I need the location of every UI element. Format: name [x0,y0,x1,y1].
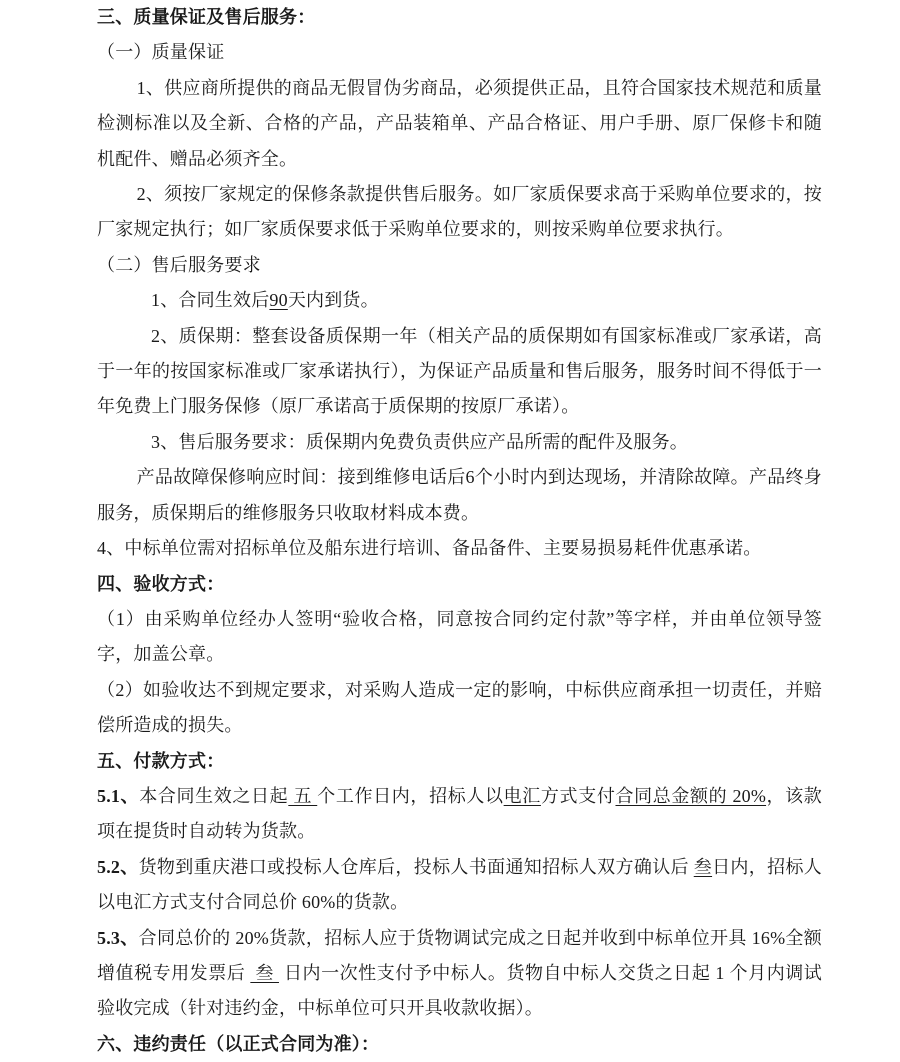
paragraph [97,71,822,177]
paragraph [97,283,822,318]
underlined-text: 90 [269,290,288,311]
paragraph [97,425,822,460]
text-run: 六、违约责任（以正式合同为准）： [97,1033,380,1054]
paragraph [97,177,822,248]
text-run: 三、质量保证及售后服务： [97,7,316,27]
text-run: 4、中标单位需对招标单位及船东进行培训、备品备件、主要易损易耗件优惠承诺。 [97,538,762,559]
paragraph [97,779,822,850]
text-run: 方式支付 [540,785,616,806]
underlined-text: 叁 [693,856,713,877]
text-run: 四、验收方式： [97,573,225,594]
text-run: （2）如验收达不到规定要求，对采购人造成一定的影响，中标供应商承担一切责任，并赔偿所造成的损失。 [97,679,822,736]
text-run: （二）售后服务要求 [97,254,261,275]
text-run: ，该款项在提货时自动转为货款。 [97,785,822,842]
text-run: 日内，招标人以电汇方式支付合同总价 60%的货款。 [97,856,822,913]
text-run: 日内一次性支付予中标人。货物自中标人交货之日起 1 个月内调试验收完成（针对违约金，中标单位可只开具收款收据）。 [97,962,822,1019]
underlined-text: 合同总金额的 20% [615,785,767,806]
text-run: 1、合同生效后 [151,290,270,311]
text-run: 5.3、 [97,927,139,948]
paragraph [97,35,822,70]
text-run: 5.1、 [97,785,140,806]
text-run: 2、须按厂家规定的保修条款提供售后服务。如厂家质保要求高于采购单位要求的，按厂家规定执行；如厂家质保要求低于采购单位要求的，则按采购单位要求执行。 [97,184,822,240]
text-run: （1）由采购单位经办人签明“验收合格，同意按合同约定付款”等字样，并由单位领导签字，加盖公章。 [97,608,822,665]
text-run: 合同总价的 20%货款，招标人应于货物调试完成之日起并收到中标单位开具 16%全额增值税专用发票后 [97,927,822,983]
text-run: 产品故障保修响应时间：接到维修电话后6个小时内到达现场，并清除故障。产品终身服务，质保期后的维修服务只收取材料成本费。 [97,467,822,523]
underlined-text: 五 [288,785,318,806]
paragraph [97,319,822,425]
paragraph [97,921,822,1027]
paragraph [97,531,822,566]
text-run: 3、售后服务要求：质保期内免费负责供应产品所需的配件及服务。 [151,431,688,452]
text-run: 货物到重庆港口或投标人仓库后，投标人书面通知招标人双方确认后 [138,856,694,877]
text-run: 2、质保期：整套设备质保期一年（相关产品的质保期如有国家标准或厂家承诺，高于一年的按国家标准或厂家承诺执行），为保证产品质量和售后服务，服务时间不得低于一年免费上门服务保修（原厂承诺高于质保期的按原厂承诺）。 [97,325,822,417]
paragraph [97,460,822,531]
text-run: （一）质量保证 [97,42,225,63]
text-run: 5.2、 [97,856,139,877]
section-heading [97,744,822,779]
paragraph [97,602,822,673]
text-run: 本合同生效之日起 [139,785,289,806]
paragraph [97,248,822,283]
underlined-text: 电汇 [503,785,541,806]
text-run: 天内到货。 [287,290,379,311]
underlined-text: 叁 [250,962,279,983]
document-body [97,0,822,1062]
text-run: 1、供应商所提供的商品无假冒伪劣商品，必须提供正品，且符合国家技术规范和质量检测标准以及全新、合格的产品，产品装箱单、产品合格证、用户手册、原厂保修卡和随机配件、赠品必须齐全。 [97,77,822,169]
paragraph [97,673,822,744]
section-heading [97,567,822,602]
paragraph [97,850,822,921]
section-heading [97,0,822,35]
text-run: 五、付款方式： [97,750,225,771]
text-run: 个工作日内，招标人以 [317,785,504,806]
